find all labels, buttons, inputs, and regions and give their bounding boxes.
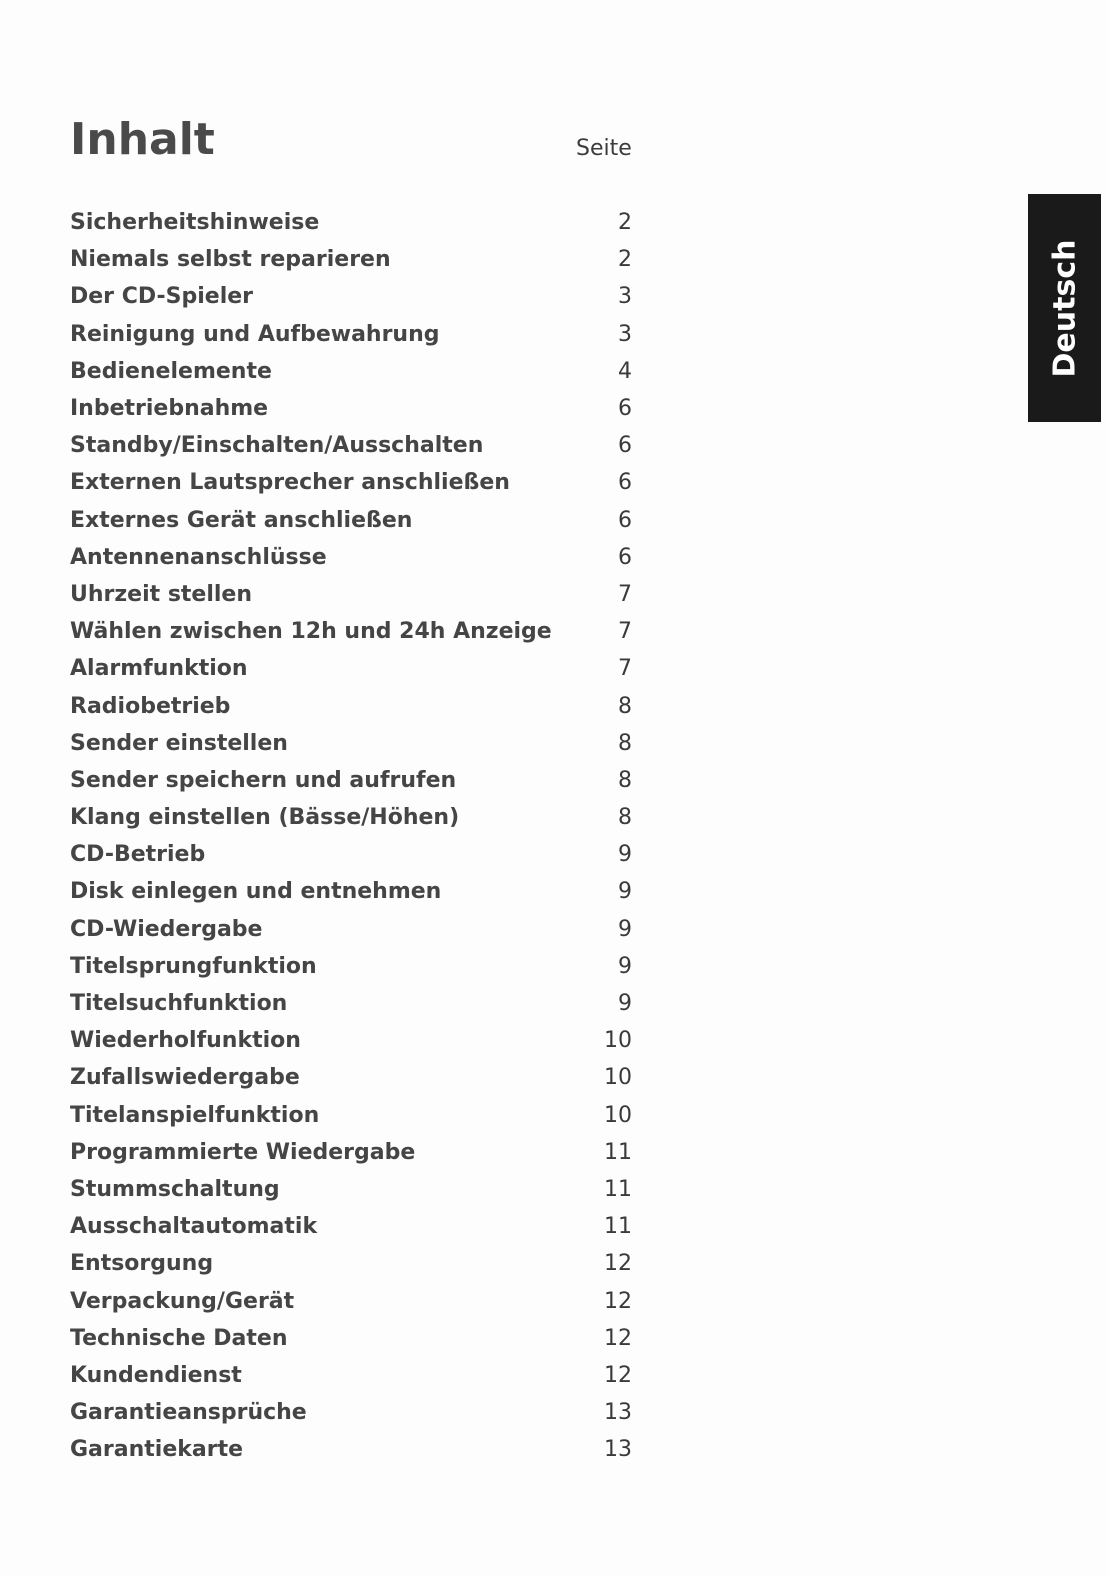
toc-entry-title: Der CD-Spieler	[70, 284, 254, 310]
toc-entry-page: 9	[618, 916, 632, 942]
toc-entry	[70, 278, 632, 315]
toc-entry	[70, 316, 632, 353]
toc-entry-title: Stummschaltung	[70, 1176, 280, 1202]
toc-entry	[70, 1134, 632, 1171]
toc-entry-title: Kundendienst	[70, 1362, 242, 1388]
toc-entry	[70, 1282, 632, 1319]
toc-entry-page: 6	[618, 433, 632, 459]
toc-entry-page: 3	[618, 284, 632, 310]
toc-entry-title: Garantiekarte	[70, 1437, 244, 1463]
page-column-label: Seite	[576, 136, 632, 161]
toc-entry-page: 11	[604, 1176, 632, 1202]
toc-entry-page: 2	[618, 247, 632, 273]
toc-entry	[70, 241, 632, 278]
toc-entry	[70, 464, 632, 501]
toc-entry	[70, 427, 632, 464]
toc-entry-title: Niemals selbst reparieren	[70, 247, 391, 273]
toc-entry	[70, 576, 632, 613]
toc-entry-page: 9	[618, 842, 632, 868]
toc-entry	[70, 948, 632, 985]
toc-entry	[70, 1431, 632, 1468]
toc-entry-page: 7	[618, 581, 632, 607]
toc-entry-page: 8	[618, 693, 632, 719]
toc-entry-title: Disk einlegen und entnehmen	[70, 879, 442, 905]
language-tab	[1028, 194, 1101, 422]
toc-entry-title: Programmierte Wiedergabe	[70, 1139, 416, 1165]
toc-entry-page: 9	[618, 879, 632, 905]
toc-entry	[70, 1357, 632, 1394]
language-tab-label: Deutsch	[1047, 239, 1083, 377]
toc-entry	[70, 873, 632, 910]
toc-entry-title: Zufallswiedergabe	[70, 1065, 300, 1091]
toc-entry-title: Sender speichern und aufrufen	[70, 767, 457, 793]
toc-entry-title: CD-Wiedergabe	[70, 916, 263, 942]
toc-entry	[70, 390, 632, 427]
toc-entry-page: 2	[618, 210, 632, 236]
toc-entry	[70, 725, 632, 762]
toc-entry	[70, 1320, 632, 1357]
toc-entry-title: Technische Daten	[70, 1325, 288, 1351]
toc-entry	[70, 1059, 632, 1096]
toc-entry-page: 4	[618, 358, 632, 384]
toc-entry-title: Verpackung/Gerät	[70, 1288, 295, 1314]
toc-entry-page: 10	[604, 1028, 632, 1054]
toc-entry-page: 7	[618, 656, 632, 682]
toc-entry-page: 12	[604, 1288, 632, 1314]
toc-entry-page: 9	[618, 953, 632, 979]
toc-entry	[70, 1208, 632, 1245]
toc-entry	[70, 762, 632, 799]
toc-entry-title: Inbetriebnahme	[70, 396, 269, 422]
table-of-contents	[70, 204, 632, 1468]
toc-entry-title: Garantieansprüche	[70, 1400, 307, 1426]
toc-entry-page: 7	[618, 619, 632, 645]
toc-entry	[70, 1171, 632, 1208]
toc-entry-page: 10	[604, 1102, 632, 1128]
toc-entry-title: Sicherheitshinweise	[70, 210, 320, 236]
toc-entry	[70, 836, 632, 873]
toc-entry	[70, 1394, 632, 1431]
toc-entry-page: 8	[618, 805, 632, 831]
toc-entry	[70, 911, 632, 948]
toc-entry-title: Klang einstellen (Bässe/Höhen)	[70, 805, 460, 831]
toc-entry-title: Externes Gerät anschließen	[70, 507, 413, 533]
toc-entry	[70, 204, 632, 241]
toc-entry-page: 6	[618, 507, 632, 533]
toc-entry-page: 13	[604, 1437, 632, 1463]
toc-entry-title: Uhrzeit stellen	[70, 581, 253, 607]
toc-entry	[70, 1245, 632, 1282]
toc-entry-page: 12	[604, 1362, 632, 1388]
page-title: Inhalt	[70, 114, 215, 165]
toc-entry-title: CD-Betrieb	[70, 842, 206, 868]
toc-entry-page: 11	[604, 1139, 632, 1165]
toc-entry	[70, 353, 632, 390]
toc-entry-page: 12	[604, 1325, 632, 1351]
toc-entry	[70, 613, 632, 650]
toc-entry-title: Ausschaltautomatik	[70, 1214, 318, 1240]
toc-entry	[70, 1097, 632, 1134]
toc-entry-page: 11	[604, 1214, 632, 1240]
toc-entry	[70, 539, 632, 576]
toc-entry-page: 6	[618, 396, 632, 422]
toc-entry-title: Entsorgung	[70, 1251, 214, 1277]
toc-entry-page: 10	[604, 1065, 632, 1091]
toc-entry-page: 9	[618, 991, 632, 1017]
toc-entry-title: Titelsuchfunktion	[70, 991, 288, 1017]
toc-entry	[70, 985, 632, 1022]
toc-entry-title: Wählen zwischen 12h und 24h Anzeige	[70, 619, 552, 645]
toc-entry-title: Antennenanschlüsse	[70, 544, 327, 570]
toc-entry-title: Sender einstellen	[70, 730, 288, 756]
toc-entry-page: 8	[618, 767, 632, 793]
toc-entry-title: Wiederholfunktion	[70, 1028, 301, 1054]
toc-entry-page: 6	[618, 544, 632, 570]
toc-entry	[70, 502, 632, 539]
toc-entry	[70, 687, 632, 724]
toc-entry-page: 13	[604, 1400, 632, 1426]
toc-entry-title: Titelanspielfunktion	[70, 1102, 320, 1128]
toc-entry-title: Bedienelemente	[70, 358, 272, 384]
toc-entry-title: Radiobetrieb	[70, 693, 231, 719]
toc-entry-title: Externen Lautsprecher anschließen	[70, 470, 510, 496]
toc-entry-page: 12	[604, 1251, 632, 1277]
toc-entry-title: Titelsprungfunktion	[70, 953, 317, 979]
toc-entry-page: 6	[618, 470, 632, 496]
toc-entry-page: 3	[618, 321, 632, 347]
toc-entry-page: 8	[618, 730, 632, 756]
toc-entry	[70, 650, 632, 687]
toc-entry	[70, 1022, 632, 1059]
toc-entry-title: Alarmfunktion	[70, 656, 248, 682]
toc-entry	[70, 799, 632, 836]
toc-entry-title: Standby/Einschalten/Ausschalten	[70, 433, 484, 459]
toc-entry-title: Reinigung und Aufbewahrung	[70, 321, 440, 347]
